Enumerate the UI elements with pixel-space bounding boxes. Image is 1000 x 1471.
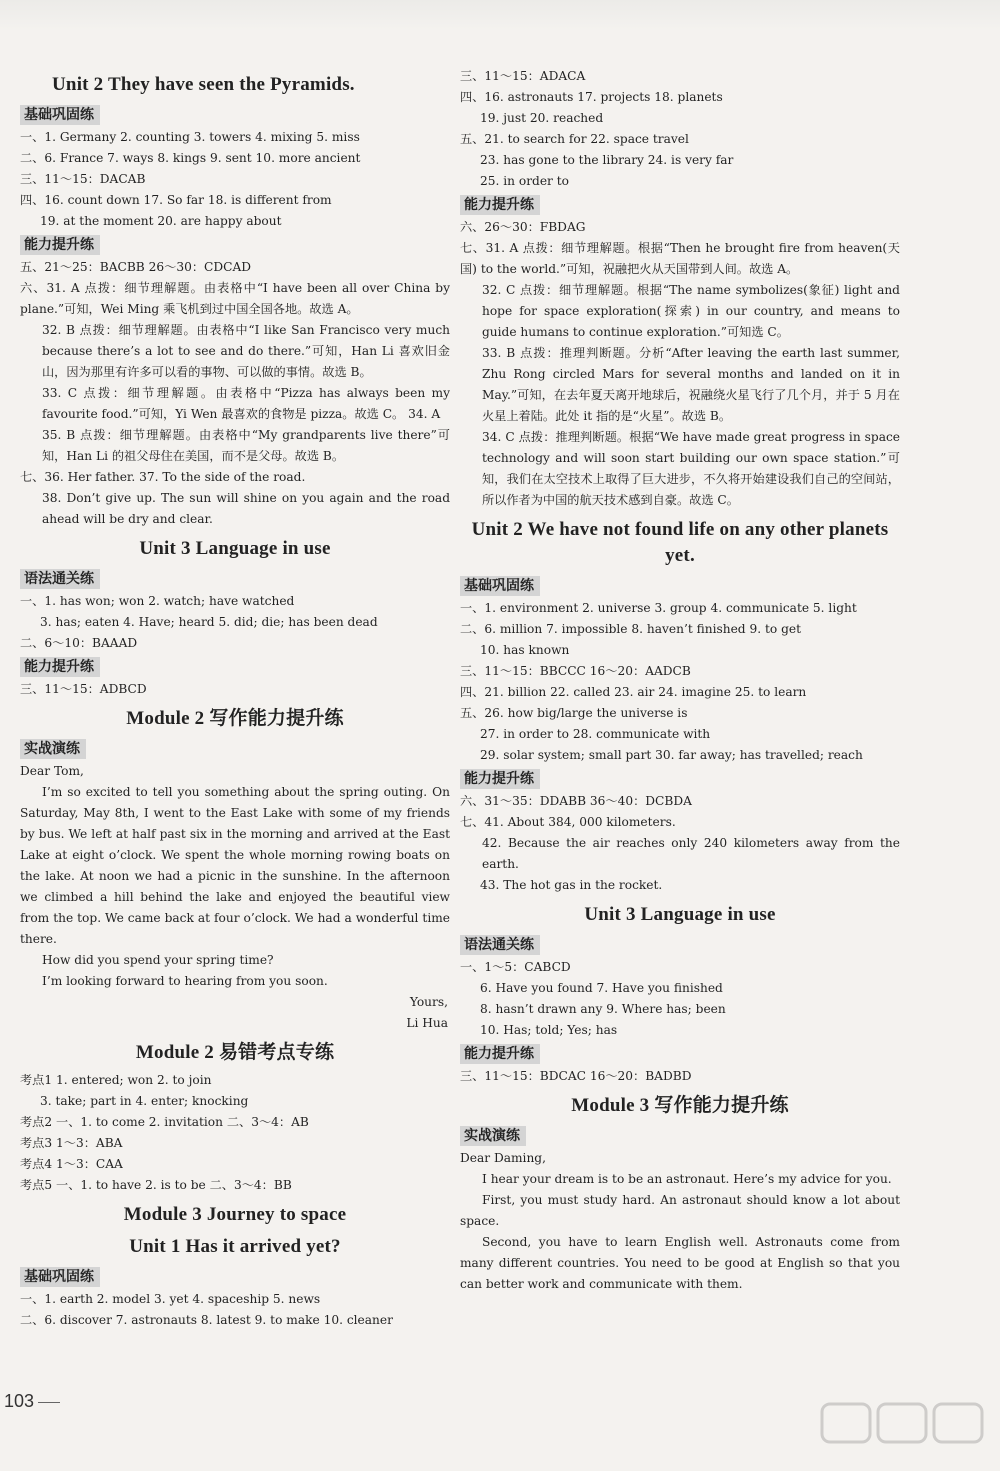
answer-paragraph: I’m so excited to tell you something about the spring outing. On Saturday, May 8th, I went to the East Lake with some of my friends by bus. We left at half past six in the morning and arrived at the East Lake at eight o’clock. We spent the whole morning rowing boats on the lake. At noon we had a picnic in the sunshine. In the afternoon we climbed a hill behind the lake and enjoyed the beautiful view from the top. We came back at four o’clock. We had a wonderful time there. xyxy=(20,785,450,946)
unit-heading: Module 3 写作能力提升练 xyxy=(571,1095,789,1116)
answer-line: 三、11～15：ADACA xyxy=(460,69,586,83)
page-number: 103 xyxy=(4,1391,60,1412)
answer-line: 二、6. France 7. ways 8. kings 9. sent 10. more ancient xyxy=(20,151,361,165)
answer-line: 19. at the moment 20. are happy about xyxy=(40,214,282,228)
section-heading-row xyxy=(460,192,900,217)
answer-paragraph: I’m looking forward to hearing from you soon. xyxy=(42,974,328,988)
answer-line: 一、1. Germany 2. counting 3. towers 4. mixing 5. miss xyxy=(20,130,360,144)
letter-signoff: Li Hua xyxy=(406,1016,448,1030)
answer-paragraph: 35. B 点拨：细节理解题。由表格中“My grandparents live there”可知，Han Li 的祖父母住在美国，而不是父母。故选 B。 xyxy=(42,428,450,463)
section-heading: 能力提升练 xyxy=(20,235,100,255)
section-heading-row xyxy=(20,566,450,591)
answer-paragraph: 32. C 点拨：细节理解题。根据“The name symbolizes(象征) light and hope for space exploration(探索) in our country, and means to guide humans to continue exploration.”可知选 C。 xyxy=(482,283,900,339)
section-heading: 能力提升练 xyxy=(460,195,540,215)
answer-line: 六、26～30：FBDAG xyxy=(460,220,586,234)
section-heading: 实战演练 xyxy=(460,1126,526,1146)
answer-line: 四、16. astronauts 17. projects 18. planets xyxy=(460,90,723,104)
answer-line: 19. just 20. reached xyxy=(480,111,604,125)
answer-line: 25. in order to xyxy=(480,174,569,188)
answer-line: 七、36. Her father. 37. To the side of the road. xyxy=(20,470,306,484)
unit-heading: Unit 3 Language in use xyxy=(139,538,331,559)
answer-paragraph: How did you spend your spring time? xyxy=(42,953,274,967)
unit-heading: Unit 1 Has it arrived yet? xyxy=(129,1236,341,1257)
section-heading: 能力提升练 xyxy=(20,657,100,677)
section-heading: 基础巩固练 xyxy=(460,576,540,596)
section-heading-row xyxy=(460,1123,900,1148)
answer-line: Dear Tom, xyxy=(20,764,84,778)
answer-line: 考点1 1. entered; won 2. to join xyxy=(20,1073,212,1087)
answer-line: 一、1～5：CABCD xyxy=(460,960,571,974)
answer-line: 三、11～15：ADBCD xyxy=(20,682,147,696)
answer-line: 六、31～35：DDABB 36～40：DCBDA xyxy=(460,794,692,808)
answer-paragraph: 六、31. A 点拨：细节理解题。由表格中“I have been all over China by plane.”可知，Wei Ming 乘飞机到过中国全国各地。故选 A。 xyxy=(20,281,450,316)
answer-line: 四、16. count down 17. So far 18. is different from xyxy=(20,193,332,207)
answer-line: 27. in order to 28. communicate with xyxy=(480,727,711,741)
answer-paragraph: 33. C 点拨：细节理解题。由表格中“Pizza has always been my favourite food.”可知，Yi Wen 最喜欢的食物是 pizza。故选 C。 34. A xyxy=(42,386,450,421)
answer-line: 考点3 1～3：ABA xyxy=(20,1136,123,1150)
answer-line: 3. has; eaten 4. Have; heard 5. did; die; has been dead xyxy=(40,615,378,629)
section-heading: 能力提升练 xyxy=(460,1044,540,1064)
answer-line: 10. has known xyxy=(480,643,570,657)
answer-line: 七、41. About 384, 000 kilometers. xyxy=(460,815,676,829)
watermark-icon xyxy=(820,1402,990,1460)
unit-heading: Module 3 Journey to space xyxy=(123,1204,347,1225)
unit-heading: Unit 3 Language in use xyxy=(584,904,776,925)
answer-line: 3. take; part in 4. enter; knocking xyxy=(40,1094,249,1108)
watermark-logo xyxy=(820,1402,990,1460)
answer-line: 43. The hot gas in the rocket. xyxy=(480,878,663,892)
answer-line: 二、6. million 7. impossible 8. haven’t finished 9. to get xyxy=(460,622,801,636)
answer-paragraph: 32. B 点拨：细节理解题。由表格中“I like San Francisco very much because there’s a lot to see and do there.”可知，Han Li 喜欢旧金山，因为那里有许多可以看的事物、可以做的事情。故选 B。 xyxy=(42,323,450,379)
answer-line: 三、11～15：DACAB xyxy=(20,172,146,186)
answer-paragraph: Second, you have to learn English well. Astronauts come from many different countries. You need to be good at English so that you can better work and communicate with them. xyxy=(460,1235,900,1291)
section-heading: 语法通关练 xyxy=(460,935,540,955)
answer-line: 二、6. discover 7. astronauts 8. latest 9. to make 10. cleaner xyxy=(20,1313,393,1327)
section-heading: 实战演练 xyxy=(20,739,86,759)
unit-heading: Module 2 易错考点专练 xyxy=(135,1042,335,1063)
answer-line: 考点2 一、1. to come 2. invitation 二、3～4：AB xyxy=(20,1115,309,1129)
answer-paragraph: 42. Because the air reaches only 240 kilometers away from the earth. xyxy=(482,836,900,871)
section-heading-row xyxy=(20,736,450,761)
section-heading-row xyxy=(20,102,450,127)
section-heading: 基础巩固练 xyxy=(20,1267,100,1287)
answer-line: 四、21. billion 22. called 23. air 24. imagine 25. to learn xyxy=(460,685,807,699)
section-heading-row xyxy=(460,766,900,791)
answer-line: 二、6～10：BAAAD xyxy=(20,636,138,650)
section-heading: 语法通关练 xyxy=(20,569,100,589)
answer-paragraph: 38. Don’t give up. The sun will shine on you again and the road ahead will be dry and clear. xyxy=(42,491,450,526)
answer-line: 五、21～25：BACBB 26～30：CDCAD xyxy=(20,260,252,274)
answer-paragraph: First, you must study hard. An astronaut should know a lot about space. xyxy=(460,1193,900,1228)
section-heading-row xyxy=(20,1264,450,1289)
letter-signoff: Yours, xyxy=(409,995,448,1009)
answer-line: 23. has gone to the library 24. is very far xyxy=(480,153,734,167)
section-heading-row xyxy=(20,654,450,679)
answer-paragraph: 七、31. A 点拨：细节理解题。根据“Then he brought fire from heaven(天国) to the world.”可知，祝融把火从天国带到人间。故选 A。 xyxy=(460,241,900,276)
section-heading: 能力提升练 xyxy=(460,769,540,789)
section-heading-row xyxy=(460,932,900,957)
left-column xyxy=(20,66,450,1331)
section-heading-row xyxy=(460,573,900,598)
answer-line: 一、1. environment 2. universe 3. group 4. communicate 5. light xyxy=(460,601,857,615)
unit-heading: Unit 2 We have not found life on any other planets yet. xyxy=(471,519,889,566)
answer-line: Dear Daming, xyxy=(460,1151,546,1165)
answer-paragraph: 33. B 点拨：推理判断题。分析“After leaving the earth last summer, Zhu Rong circled Mars for several months and landed on it in May.”可知，在去年夏天离开地球后，祝融绕火星飞行了几个月，并于 5 月在火星上着陆。此处 it 指的是“火星”。故选 B。 xyxy=(482,346,900,423)
answer-line: 8. hasn’t drawn any 9. Where has; been xyxy=(480,1002,726,1016)
answer-line: 三、11～15：BBCCC 16～20：AADCB xyxy=(460,664,691,678)
answer-paragraph: I hear your dream is to be an astronaut. Here’s my advice for you. xyxy=(482,1172,892,1186)
section-heading-row xyxy=(460,1041,900,1066)
answer-line: 一、1. earth 2. model 3. yet 4. spaceship 5. news xyxy=(20,1292,321,1306)
answer-paragraph: 34. C 点拨：推理判断题。根据“We have made great progress in space technology and will soon start building our own space station.”可知，我们在太空技术上取得了巨大进步，不久将开始建设我们自己的空间站，所以作者为中国的航天技术感到自豪。故选 C。 xyxy=(482,430,900,507)
unit-heading: Unit 2 They have seen the Pyramids. xyxy=(52,74,355,95)
section-heading: 基础巩固练 xyxy=(20,105,100,125)
answer-line: 10. Has; told; Yes; has xyxy=(480,1023,618,1037)
answer-line: 6. Have you found 7. Have you finished xyxy=(480,981,723,995)
page-top-edge xyxy=(0,0,1000,30)
right-column xyxy=(460,66,900,1295)
answer-line: 三、11～15：BDCAC 16～20：BADBD xyxy=(460,1069,692,1083)
answer-line: 29. solar system; small part 30. far away; has travelled; reach xyxy=(480,748,863,762)
answer-line: 五、26. how big/large the universe is xyxy=(460,706,688,720)
unit-heading: Module 2 写作能力提升练 xyxy=(126,708,344,729)
answer-line: 五、21. to search for 22. space travel xyxy=(460,132,689,146)
answer-line: 一、1. has won; won 2. watch; have watched xyxy=(20,594,295,608)
answer-line: 考点4 1～3：CAA xyxy=(20,1157,123,1171)
answer-line: 考点5 一、1. to have 2. is to be 二、3～4：BB xyxy=(20,1178,292,1192)
section-heading-row xyxy=(20,232,450,257)
